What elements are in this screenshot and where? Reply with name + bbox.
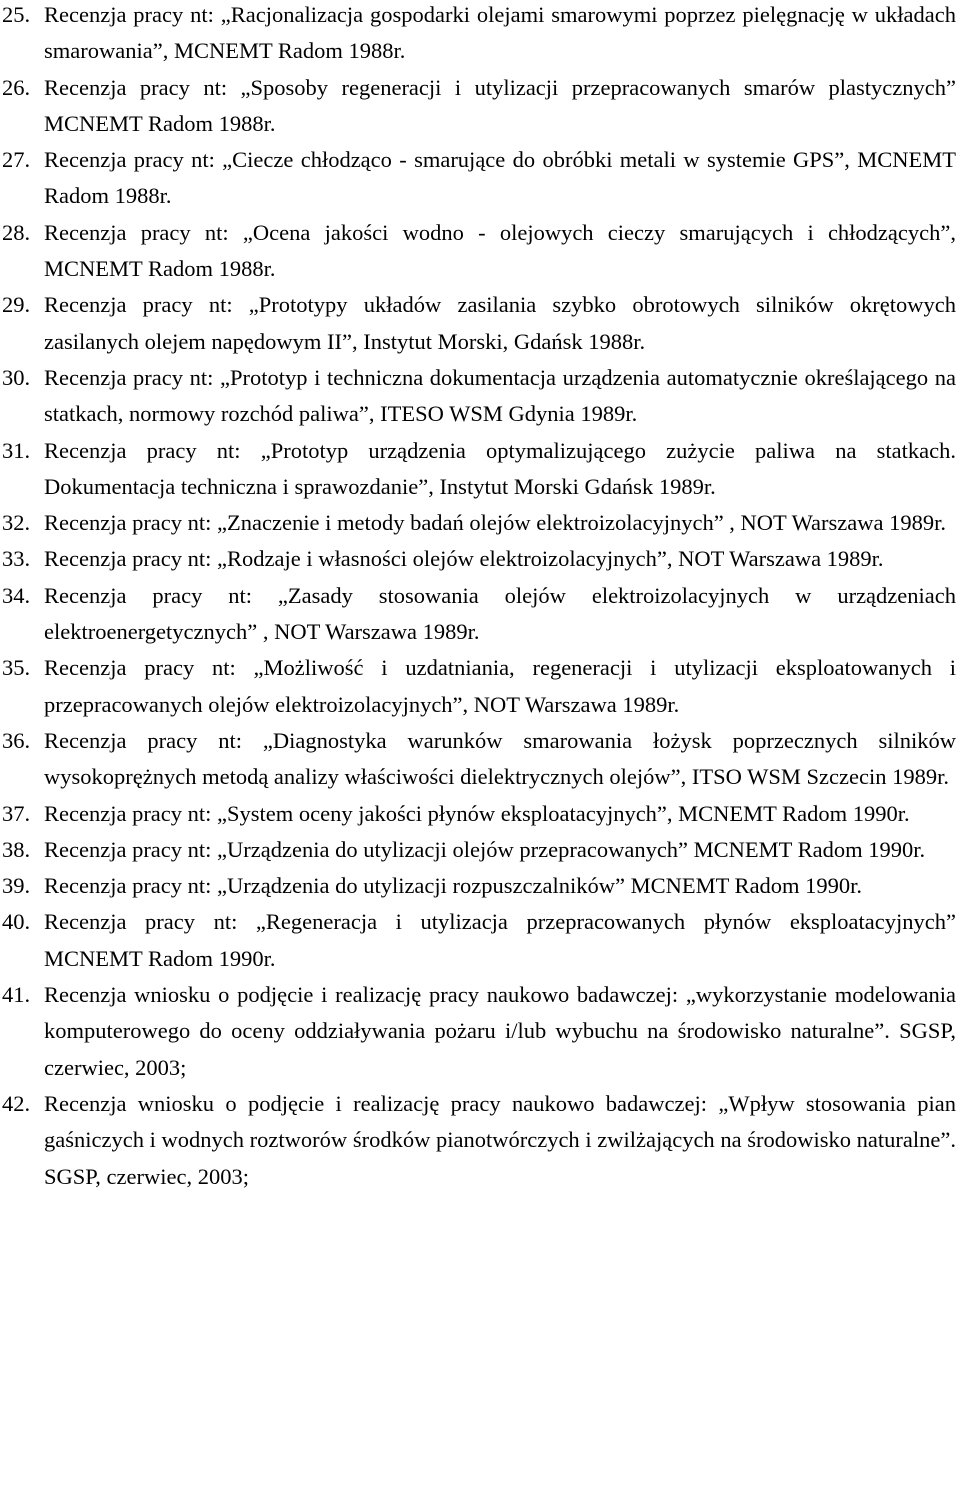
list-item bbox=[0, 1086, 960, 1195]
item-text: Recenzja pracy nt: „Rodzaje i własności olejów elektroizolacyjnych”, NOT Warszawa 1989r. bbox=[44, 546, 884, 572]
list-item bbox=[0, 287, 960, 360]
list-item bbox=[0, 868, 960, 904]
item-text: Recenzja wniosku o podjęcie i realizację pracy naukowo badawczej: „Wpływ stosowania pian gaśniczych i wodnych roztworów środków pianotwórczych i zwilżających na środowisko naturalne”. SGSP, czerwiec, 2003; bbox=[44, 1090, 956, 1189]
item-number: 29. bbox=[2, 292, 31, 318]
item-text: Recenzja pracy nt: „Prototypy układów zasilania szybko obrotowych silników okrętowych zasilanych olejem napędowym II”, Instytut Morski, Gdańsk 1988r. bbox=[44, 292, 956, 354]
list-item bbox=[0, 0, 960, 70]
list-item bbox=[0, 904, 960, 977]
list-item bbox=[0, 505, 960, 541]
item-number: 39. bbox=[2, 873, 31, 899]
item-number: 25. bbox=[2, 2, 31, 27]
item-text: Recenzja pracy nt: „Możliwość i uzdatniania, regeneracji i utylizacji eksploatowanych i przepracowanych olejów elektroizolacyjnych”, NOT Warszawa 1989r. bbox=[44, 655, 956, 717]
list-item bbox=[0, 832, 960, 868]
list-item bbox=[0, 977, 960, 1086]
item-number: 28. bbox=[2, 219, 31, 245]
item-number: 36. bbox=[2, 727, 31, 753]
list-item bbox=[0, 578, 960, 651]
item-text: Recenzja pracy nt: „System oceny jakości płynów eksploatacyjnych”, MCNEMT Radom 1990r. bbox=[44, 800, 910, 826]
item-number: 30. bbox=[2, 364, 31, 390]
list-item bbox=[0, 541, 960, 577]
item-text: Recenzja pracy nt: „Prototyp urządzenia optymalizującego zużycie paliwa na statkach. Dokumentacja techniczna i sprawozdanie”, Instytut Morski Gdańsk 1989r. bbox=[44, 437, 956, 499]
item-text: Recenzja pracy nt: „Racjonalizacja gospodarki olejami smarowymi poprzez pielęgnację w układach smarowania”, MCNEMT Radom 1988r. bbox=[44, 2, 956, 64]
item-number: 42. bbox=[2, 1090, 31, 1116]
item-number: 33. bbox=[2, 546, 31, 572]
item-number: 32. bbox=[2, 510, 31, 536]
item-text: Recenzja pracy nt: „Prototyp i techniczna dokumentacja urządzenia automatycznie określającego na statkach, normowy rozchód paliwa”, ITESO WSM Gdynia 1989r. bbox=[44, 364, 956, 427]
item-number: 34. bbox=[2, 582, 31, 608]
item-text: Recenzja pracy nt: „Urządzenia do utylizacji olejów przepracowanych” MCNEMT Radom 1990r. bbox=[44, 836, 926, 862]
list-item bbox=[0, 215, 960, 288]
item-number: 31. bbox=[2, 437, 31, 463]
list-item bbox=[0, 360, 960, 433]
item-number: 26. bbox=[2, 74, 31, 100]
list-item bbox=[0, 650, 960, 723]
item-number: 35. bbox=[2, 655, 31, 681]
list-item bbox=[0, 70, 960, 143]
item-text: Recenzja pracy nt: „Znaczenie i metody badań olejów elektroizolacyjnych” , NOT Warszawa 1989r. bbox=[44, 510, 946, 536]
item-text: Recenzja pracy nt: „Diagnostyka warunków smarowania łożysk poprzecznych silników wysokoprężnych metodą analizy właściwości dielektrycznych olejów”, ITSO WSM Szczecin 1989r. bbox=[44, 727, 956, 790]
item-number: 41. bbox=[2, 982, 31, 1008]
list-item bbox=[0, 142, 960, 215]
item-number: 40. bbox=[2, 909, 31, 935]
item-text: Recenzja wniosku o podjęcie i realizację pracy naukowo badawczej: „wykorzystanie modelowania komputerowego do oceny oddziaływania pożaru i/lub wybuchu na środowisko naturalne”. SGSP, czerwiec, 2003; bbox=[44, 982, 956, 1080]
list-item bbox=[0, 796, 960, 832]
item-number: 27. bbox=[2, 147, 31, 173]
list-item bbox=[0, 723, 960, 796]
item-text: Recenzja pracy nt: „Zasady stosowania olejów elektroizolacyjnych w urządzeniach elektroenergetycznych” , NOT Warszawa 1989r. bbox=[44, 582, 956, 645]
item-text: Recenzja pracy nt: „Urządzenia do utylizacji rozpuszczalników” MCNEMT Radom 1990r. bbox=[44, 873, 863, 899]
list-item bbox=[0, 433, 960, 506]
item-number: 38. bbox=[2, 836, 31, 862]
item-number: 37. bbox=[2, 800, 31, 826]
item-text: Recenzja pracy nt: „Regeneracja i utylizacja przepracowanych płynów eksploatacyjnych” MCNEMT Radom 1990r. bbox=[44, 909, 956, 971]
item-text: Recenzja pracy nt: „Sposoby regeneracji i utylizacji przepracowanych smarów plastycznych” MCNEMT Radom 1988r. bbox=[44, 74, 956, 136]
item-text: Recenzja pracy nt: „Ciecze chłodząco - smarujące do obróbki metali w systemie GPS”, MCNEMT Radom 1988r. bbox=[44, 147, 956, 209]
item-text: Recenzja pracy nt: „Ocena jakości wodno - olejowych cieczy smarujących i chłodzących”, MCNEMT Radom 1988r. bbox=[44, 219, 956, 282]
